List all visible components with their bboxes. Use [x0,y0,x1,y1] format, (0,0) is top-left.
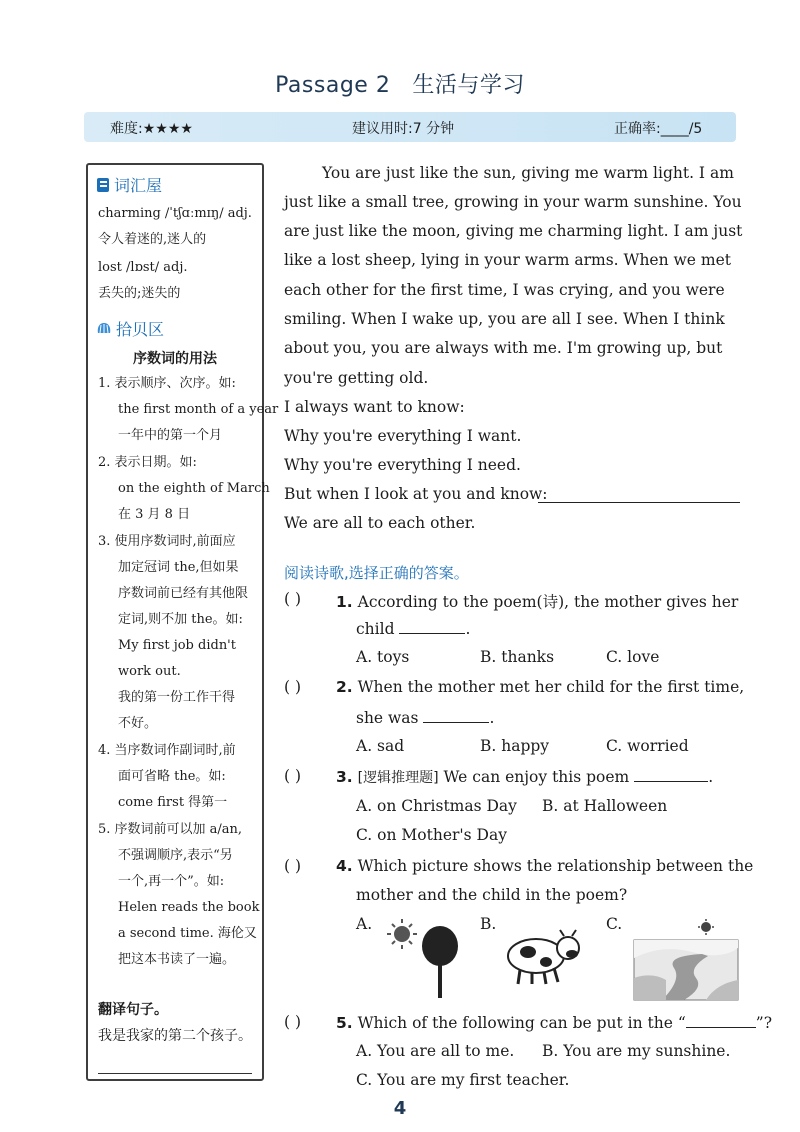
suggested-time-label: 建议用时:7 分钟 [352,121,455,137]
cow-picture[interactable] [500,926,586,988]
rule-line: 加定冠词 the,但如果 [118,560,239,575]
poem-blank[interactable] [538,502,740,503]
passage-line: are just like the moon, giving me charming light. I am just [284,222,743,240]
instruction: 阅读诗歌,选择正确的答案。 [284,564,469,582]
option-b[interactable]: B. [480,915,497,933]
rule-line: the first month of a year [118,402,279,417]
passage-line: You are just like the sun, giving me warm light. I am [322,164,734,182]
vocab-line: charming /ˈtʃɑːmɪŋ/ adj. [98,206,252,221]
sun-icon [698,919,714,935]
rule-line: 一年中的第一个月 [118,428,223,443]
rule-line: 把这本书读了一遍。 [118,952,236,967]
tree-icon [422,926,458,998]
question-4-line2: mother and the child in the poem? [356,886,628,904]
rule-line: 2. 表示日期。如: [98,455,197,470]
question-text: child [356,620,395,638]
difficulty-label: 难度:★★★★ [110,121,193,137]
question-tag: [逻辑推理题] [357,770,439,786]
section-title: 生活与学习 [412,73,525,98]
question-text-end: ”? [755,1014,773,1032]
rule-line: 4. 当序数词作副词时,前 [98,743,236,758]
question-number: 1. [336,593,353,611]
rule-line: 一个,再一个”。如: [118,874,225,889]
option-c[interactable]: C. worried [606,737,689,755]
answer-blank[interactable] [399,619,465,634]
passage-line: just like a small tree, growing in your warm sunshine. You [284,193,742,211]
rule-line: 1. 表示顺序、次序。如: [98,376,236,391]
rule-line: on the eighth of March [118,481,270,496]
rule-line: 不强调顺序,表示“另 [118,848,233,863]
rule-line: 定词,则不加 the。如: [118,612,243,627]
rule-line: 我的第一份工作干得 [118,690,236,705]
accuracy-label: 正确率:____/5 [614,121,703,137]
passage-line: you're getting old. [284,369,429,387]
passage-line: We are all to each other. [284,514,476,532]
vocab-line: 令人着迷的,迷人的 [98,232,207,247]
rule-line: Helen reads the book [118,900,260,915]
rule-line: 5. 序数词前可以加 a/an, [98,822,243,837]
rule-line: 不好。 [118,716,158,731]
sun-and-tree-picture[interactable] [380,916,470,1000]
option-c[interactable]: C. You are my first teacher. [356,1071,570,1089]
passage-line: each other for the first time, I was crying, and you were [284,281,725,299]
notebook-icon [96,177,110,193]
question-1 [336,590,738,612]
option-a[interactable]: A. sad [356,737,405,755]
rule-line: work out. [118,664,181,679]
question-text: We can enjoy this poem [443,768,630,786]
question-3: 3. [逻辑推理题] We can enjoy this poem . [336,768,714,786]
option-b[interactable]: B. at Halloween [542,797,668,815]
answer-paren[interactable]: ( ) [284,857,302,875]
info-bar [84,112,736,142]
question-number: 4. [336,857,353,875]
rule-line: 3. 使用序数词时,前面应 [98,534,236,549]
passage-line: Why you're everything I want. [284,427,522,445]
vocab-line: lost /lɒst/ adj. [98,260,188,275]
rule-line: 在 3 月 8 日 [118,507,191,522]
question-5 [336,1013,772,1032]
page-number: 4 [393,1098,407,1119]
option-c[interactable]: C. love [606,648,660,666]
rule-line: a second time. 海伦又 [118,926,257,941]
answer-blank[interactable] [686,1013,756,1028]
passage-line: I always want to know: [284,398,465,416]
answer-paren[interactable]: ( ) [284,767,302,785]
option-a[interactable]: A. [356,915,373,933]
question-2 [336,678,744,696]
page-title [0,68,800,99]
question-2-line2: she was . [356,709,495,727]
translate-heading: 翻译句子。 [98,1002,168,1018]
option-b[interactable]: B. You are my sunshine. [542,1042,731,1060]
answer-blank[interactable] [423,708,489,723]
question-number: 3. [336,768,353,786]
translate-answer-line[interactable] [98,1073,252,1074]
question-number: 5. [336,1014,353,1032]
shell-heading-text: 拾贝区 [116,320,165,339]
answer-blank[interactable] [634,767,708,782]
question-text: she was [356,709,419,727]
option-c[interactable]: C. [606,915,623,933]
question-number: 2. [336,678,353,696]
option-c[interactable]: C. on Mother's Day [356,826,507,844]
passage-line: But when I look at you and know: [284,485,548,503]
translate-sentence: 我是我家的第二个孩子。 [98,1028,252,1044]
option-b[interactable]: B. thanks [480,648,555,666]
cow-icon [508,930,579,984]
sidebar-box [86,163,279,1081]
answer-paren[interactable]: ( ) [284,590,302,608]
question-1-line2: child . [356,620,471,638]
vocab-heading-text: 词汇屋 [114,176,163,195]
rule-line: 面可省略 the。如: [118,769,226,784]
passage-line: smiling. When I wake up, you are all I see. When I think [284,310,725,328]
shell-icon [96,321,112,337]
answer-paren[interactable]: ( ) [284,1013,302,1031]
vocab-line: 丢失的;迷失的 [98,286,181,301]
question-4 [336,857,753,875]
question-text: Which of the following can be put in the “ [357,1014,686,1032]
passage-line: about you, you are always with me. I'm growing up, but [284,339,723,357]
passage-line: Why you're everything I need. [284,456,521,474]
shell-heading [96,317,164,340]
river-landscape-picture[interactable] [632,918,740,1002]
rule-line: 序数词前已经有其他限 [118,586,249,601]
question-text: Which picture shows the relationship between the [357,857,754,875]
question-text: When the mother met her child for the first time, [357,678,745,696]
answer-paren[interactable]: ( ) [284,678,302,696]
vocab-heading [96,173,162,196]
question-text: According to the poem(诗), the mother gives her [357,593,739,611]
rule-line: My first job didn't [118,638,236,653]
option-b[interactable]: B. happy [480,737,550,755]
landscape-icon [634,940,738,1000]
rule-line: come first 得第一 [118,795,228,810]
option-a[interactable]: A. You are all to me. [356,1042,515,1060]
passage-line: like a lost sheep, lying in your warm arms. When we met [284,251,731,269]
grammar-title: 序数词的用法 [133,351,217,367]
passage-label: Passage 2 [275,73,391,98]
sun-icon [387,919,417,949]
option-a[interactable]: A. toys [356,648,410,666]
option-a[interactable]: A. on Christmas Day [356,797,517,815]
